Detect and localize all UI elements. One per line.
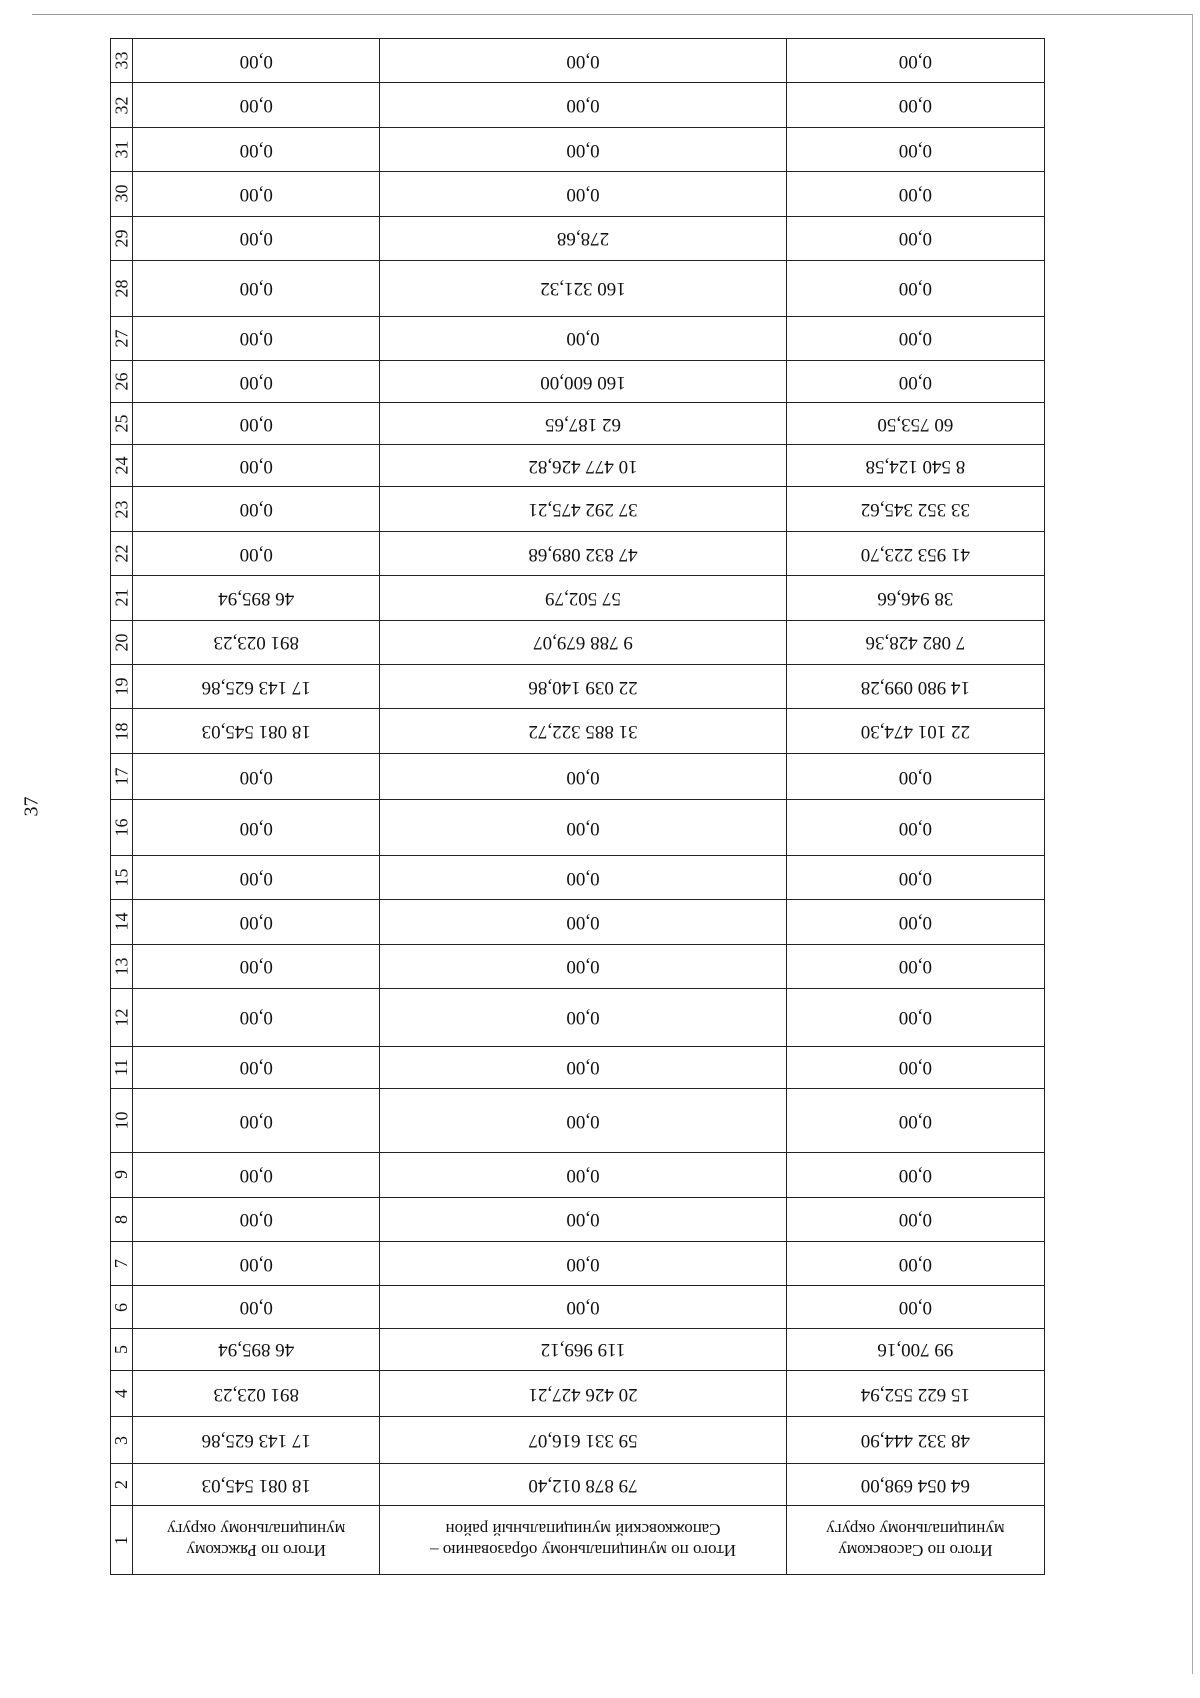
row-number-label: 29 xyxy=(111,229,132,248)
table-cell: 62 187,65 xyxy=(380,403,786,445)
table-cell: 0,00 xyxy=(380,1286,786,1328)
table-cell: 160 321,32 xyxy=(380,261,786,316)
table-cell: 0,00 xyxy=(133,753,380,800)
table-row xyxy=(111,83,1045,127)
row-number xyxy=(111,172,133,216)
table-cell: 891 023,23 xyxy=(133,620,380,664)
table-row xyxy=(111,445,1045,487)
table-cell: 0,00 xyxy=(133,1286,380,1328)
table-cell: 0,00 xyxy=(786,1088,1044,1152)
table-cell: 0,00 xyxy=(133,1242,380,1286)
table-cell: 0,00 xyxy=(133,1088,380,1152)
table-cell: 22 039 140,86 xyxy=(380,665,786,709)
row-number xyxy=(111,1328,133,1370)
row-number xyxy=(111,1197,133,1241)
table-cell: 0,00 xyxy=(380,753,786,800)
row-number-label: 14 xyxy=(111,912,132,931)
table-cell: 0,00 xyxy=(133,487,380,531)
column-header: Итого по муниципальному образованию – Сапожковский муниципальный район xyxy=(380,1506,786,1575)
row-number-label: 17 xyxy=(111,767,132,786)
page-number: 37 xyxy=(20,796,43,817)
table-row xyxy=(111,576,1045,620)
table-cell: 57 502,79 xyxy=(380,576,786,620)
row-number-label: 11 xyxy=(111,1058,132,1077)
row-number xyxy=(111,487,133,531)
table-cell: 0,00 xyxy=(786,172,1044,216)
row-number xyxy=(111,316,133,360)
table-cell: 22 101 474,30 xyxy=(786,709,1044,753)
row-number-label: 25 xyxy=(111,414,132,433)
table-cell: 0,00 xyxy=(133,83,380,127)
row-number xyxy=(111,665,133,709)
data-table xyxy=(110,38,1045,1575)
table-row xyxy=(111,944,1045,988)
table-cell: 0,00 xyxy=(786,1242,1044,1286)
table-row xyxy=(111,1417,1045,1464)
table-cell: 0,00 xyxy=(133,1197,380,1241)
table-cell: 38 946,66 xyxy=(786,576,1044,620)
row-number-label: 24 xyxy=(111,456,132,475)
row-number-label: 16 xyxy=(111,818,132,837)
row-number xyxy=(111,709,133,753)
table-cell: 0,00 xyxy=(380,172,786,216)
row-number xyxy=(111,1088,133,1152)
table-row xyxy=(111,900,1045,944)
table-cell: 0,00 xyxy=(380,800,786,855)
table-cell: 0,00 xyxy=(133,316,380,360)
table-row xyxy=(111,1370,1045,1417)
table-cell: 48 332 444,90 xyxy=(786,1417,1044,1464)
data-table-container xyxy=(110,38,1045,1575)
row-number-label: 15 xyxy=(111,868,132,887)
table-cell: 0,00 xyxy=(133,39,380,84)
row-number xyxy=(111,855,133,899)
table-cell: 31 885 322,72 xyxy=(380,709,786,753)
row-number-label: 30 xyxy=(111,184,132,203)
row-number xyxy=(111,216,133,260)
table-cell: 0,00 xyxy=(380,1153,786,1197)
table-cell: 60 753,50 xyxy=(786,403,1044,445)
table-row xyxy=(111,1088,1045,1152)
table-row xyxy=(111,1197,1045,1241)
table-cell: 0,00 xyxy=(133,1046,380,1088)
table-cell: 0,00 xyxy=(380,855,786,899)
table-row xyxy=(111,1464,1045,1506)
table-cell: 160 600,00 xyxy=(380,360,786,402)
column-header: Итого по Ряжскому муниципальному округу xyxy=(133,1506,380,1575)
table-row xyxy=(111,665,1045,709)
row-number-label: 7 xyxy=(111,1259,132,1269)
table-cell: 0,00 xyxy=(786,944,1044,988)
table-cell: 0,00 xyxy=(786,316,1044,360)
table-row xyxy=(111,360,1045,402)
table-cell: 0,00 xyxy=(786,1046,1044,1088)
row-number xyxy=(111,1417,133,1464)
table-cell: 46 895,94 xyxy=(133,576,380,620)
table-cell: 0,00 xyxy=(133,445,380,487)
table-cell: 0,00 xyxy=(133,403,380,445)
table-cell: 0,00 xyxy=(133,1153,380,1197)
row-number xyxy=(111,1046,133,1088)
table-cell: 0,00 xyxy=(786,855,1044,899)
table-cell: 0,00 xyxy=(786,127,1044,171)
table-cell: 46 895,94 xyxy=(133,1328,380,1370)
row-number-label: 8 xyxy=(111,1214,132,1224)
row-number-label: 9 xyxy=(111,1170,132,1180)
row-number xyxy=(111,445,133,487)
table-cell: 0,00 xyxy=(133,172,380,216)
table-cell: 64 054 698,00 xyxy=(786,1464,1044,1506)
table-row xyxy=(111,1506,1045,1575)
row-number xyxy=(111,576,133,620)
table-cell: 0,00 xyxy=(786,1286,1044,1328)
table-cell: 0,00 xyxy=(380,1197,786,1241)
table-cell: 37 292 475,21 xyxy=(380,487,786,531)
row-number xyxy=(111,1506,133,1575)
row-number-label: 19 xyxy=(111,677,132,696)
row-number xyxy=(111,39,133,84)
table-cell: 0,00 xyxy=(380,1046,786,1088)
row-number xyxy=(111,531,133,575)
row-number xyxy=(111,1286,133,1328)
table-cell: 0,00 xyxy=(133,989,380,1047)
row-number-label: 18 xyxy=(111,722,132,741)
table-row xyxy=(111,316,1045,360)
table-cell: 0,00 xyxy=(786,216,1044,260)
table-row xyxy=(111,800,1045,855)
table-cell: 47 832 089,68 xyxy=(380,531,786,575)
table-cell: 17 143 625,86 xyxy=(133,665,380,709)
page-edge-line xyxy=(32,14,1192,15)
table-cell: 891 023,23 xyxy=(133,1370,380,1417)
table-row xyxy=(111,1286,1045,1328)
table-cell: 0,00 xyxy=(380,1242,786,1286)
table-cell: 0,00 xyxy=(786,1153,1044,1197)
row-number xyxy=(111,800,133,855)
table-cell: 9 788 679,07 xyxy=(380,620,786,664)
page-edge-line xyxy=(1192,14,1193,1674)
table-cell: 278,68 xyxy=(380,216,786,260)
table-row xyxy=(111,1328,1045,1370)
row-number-label: 22 xyxy=(111,544,132,563)
table-row xyxy=(111,216,1045,260)
table-cell: 0,00 xyxy=(133,360,380,402)
row-number xyxy=(111,1153,133,1197)
table-row xyxy=(111,1242,1045,1286)
row-number-label: 1 xyxy=(111,1535,132,1545)
row-number xyxy=(111,261,133,316)
row-number xyxy=(111,127,133,171)
table-row xyxy=(111,753,1045,800)
row-number xyxy=(111,900,133,944)
table-row xyxy=(111,531,1045,575)
table-cell: 10 477 426,82 xyxy=(380,445,786,487)
row-number xyxy=(111,989,133,1047)
table-cell: 0,00 xyxy=(380,900,786,944)
table-cell: 0,00 xyxy=(380,1088,786,1152)
table-cell: 0,00 xyxy=(380,127,786,171)
row-number-label: 13 xyxy=(111,957,132,976)
table-cell: 14 980 099,28 xyxy=(786,665,1044,709)
row-number xyxy=(111,944,133,988)
table-cell: 33 352 345,62 xyxy=(786,487,1044,531)
row-number xyxy=(111,1242,133,1286)
table-cell: 0,00 xyxy=(786,800,1044,855)
table-cell: 18 081 545,03 xyxy=(133,1464,380,1506)
table-cell: 0,00 xyxy=(133,261,380,316)
table-row xyxy=(111,620,1045,664)
table-cell: 0,00 xyxy=(133,800,380,855)
row-number-label: 28 xyxy=(111,279,132,298)
row-number-label: 26 xyxy=(111,372,132,391)
row-number xyxy=(111,620,133,664)
table-cell: 41 953 223,70 xyxy=(786,531,1044,575)
row-number xyxy=(111,83,133,127)
table-cell: 0,00 xyxy=(380,989,786,1047)
table-cell: 59 331 616,07 xyxy=(380,1417,786,1464)
table-cell: 0,00 xyxy=(786,83,1044,127)
table-row xyxy=(111,709,1045,753)
table-cell: 0,00 xyxy=(786,1197,1044,1241)
row-number-label: 31 xyxy=(111,140,132,159)
table-cell: 0,00 xyxy=(133,900,380,944)
table-cell: 119 969,12 xyxy=(380,1328,786,1370)
row-number-label: 2 xyxy=(111,1480,132,1490)
table-row xyxy=(111,403,1045,445)
table-row xyxy=(111,261,1045,316)
table-cell: 0,00 xyxy=(786,989,1044,1047)
table-cell: 0,00 xyxy=(133,127,380,171)
row-number xyxy=(111,753,133,800)
row-number-label: 12 xyxy=(111,1008,132,1027)
table-row xyxy=(111,172,1045,216)
row-number-label: 4 xyxy=(111,1389,132,1399)
table-row xyxy=(111,39,1045,84)
table-cell: 7 082 428,36 xyxy=(786,620,1044,664)
row-number-label: 27 xyxy=(111,329,132,348)
row-number-label: 5 xyxy=(111,1344,132,1354)
table-cell: 0,00 xyxy=(380,39,786,84)
table-cell: 0,00 xyxy=(380,316,786,360)
row-number-label: 33 xyxy=(111,51,132,70)
row-number-label: 21 xyxy=(111,588,132,607)
table-cell: 0,00 xyxy=(786,261,1044,316)
table-row xyxy=(111,487,1045,531)
table-cell: 0,00 xyxy=(380,944,786,988)
table-cell: 0,00 xyxy=(786,39,1044,84)
table-cell: 0,00 xyxy=(786,900,1044,944)
table-cell: 0,00 xyxy=(133,531,380,575)
table-cell: 15 622 552,94 xyxy=(786,1370,1044,1417)
table-cell: 8 540 124,58 xyxy=(786,445,1044,487)
table-cell: 18 081 545,03 xyxy=(133,709,380,753)
table-cell: 79 878 012,40 xyxy=(380,1464,786,1506)
row-number xyxy=(111,1464,133,1506)
row-number-label: 20 xyxy=(111,633,132,652)
row-number-label: 32 xyxy=(111,96,132,115)
table-row xyxy=(111,855,1045,899)
table-row xyxy=(111,1046,1045,1088)
row-number xyxy=(111,403,133,445)
row-number xyxy=(111,360,133,402)
column-header: Итого по Сасовскому муниципальному округу xyxy=(786,1506,1044,1575)
table-row xyxy=(111,127,1045,171)
table-cell: 99 700,16 xyxy=(786,1328,1044,1370)
row-number-label: 6 xyxy=(111,1302,132,1312)
table-cell: 0,00 xyxy=(786,360,1044,402)
table-cell: 0,00 xyxy=(133,855,380,899)
table-cell: 20 426 427,21 xyxy=(380,1370,786,1417)
table-cell: 0,00 xyxy=(786,753,1044,800)
row-number xyxy=(111,1370,133,1417)
table-cell: 0,00 xyxy=(133,944,380,988)
row-number-label: 10 xyxy=(111,1111,132,1130)
table-cell: 0,00 xyxy=(133,216,380,260)
table-row xyxy=(111,1153,1045,1197)
table-cell: 0,00 xyxy=(380,83,786,127)
table-row xyxy=(111,989,1045,1047)
row-number-label: 3 xyxy=(111,1435,132,1445)
table-cell: 17 143 625,86 xyxy=(133,1417,380,1464)
row-number-label: 23 xyxy=(111,500,132,519)
